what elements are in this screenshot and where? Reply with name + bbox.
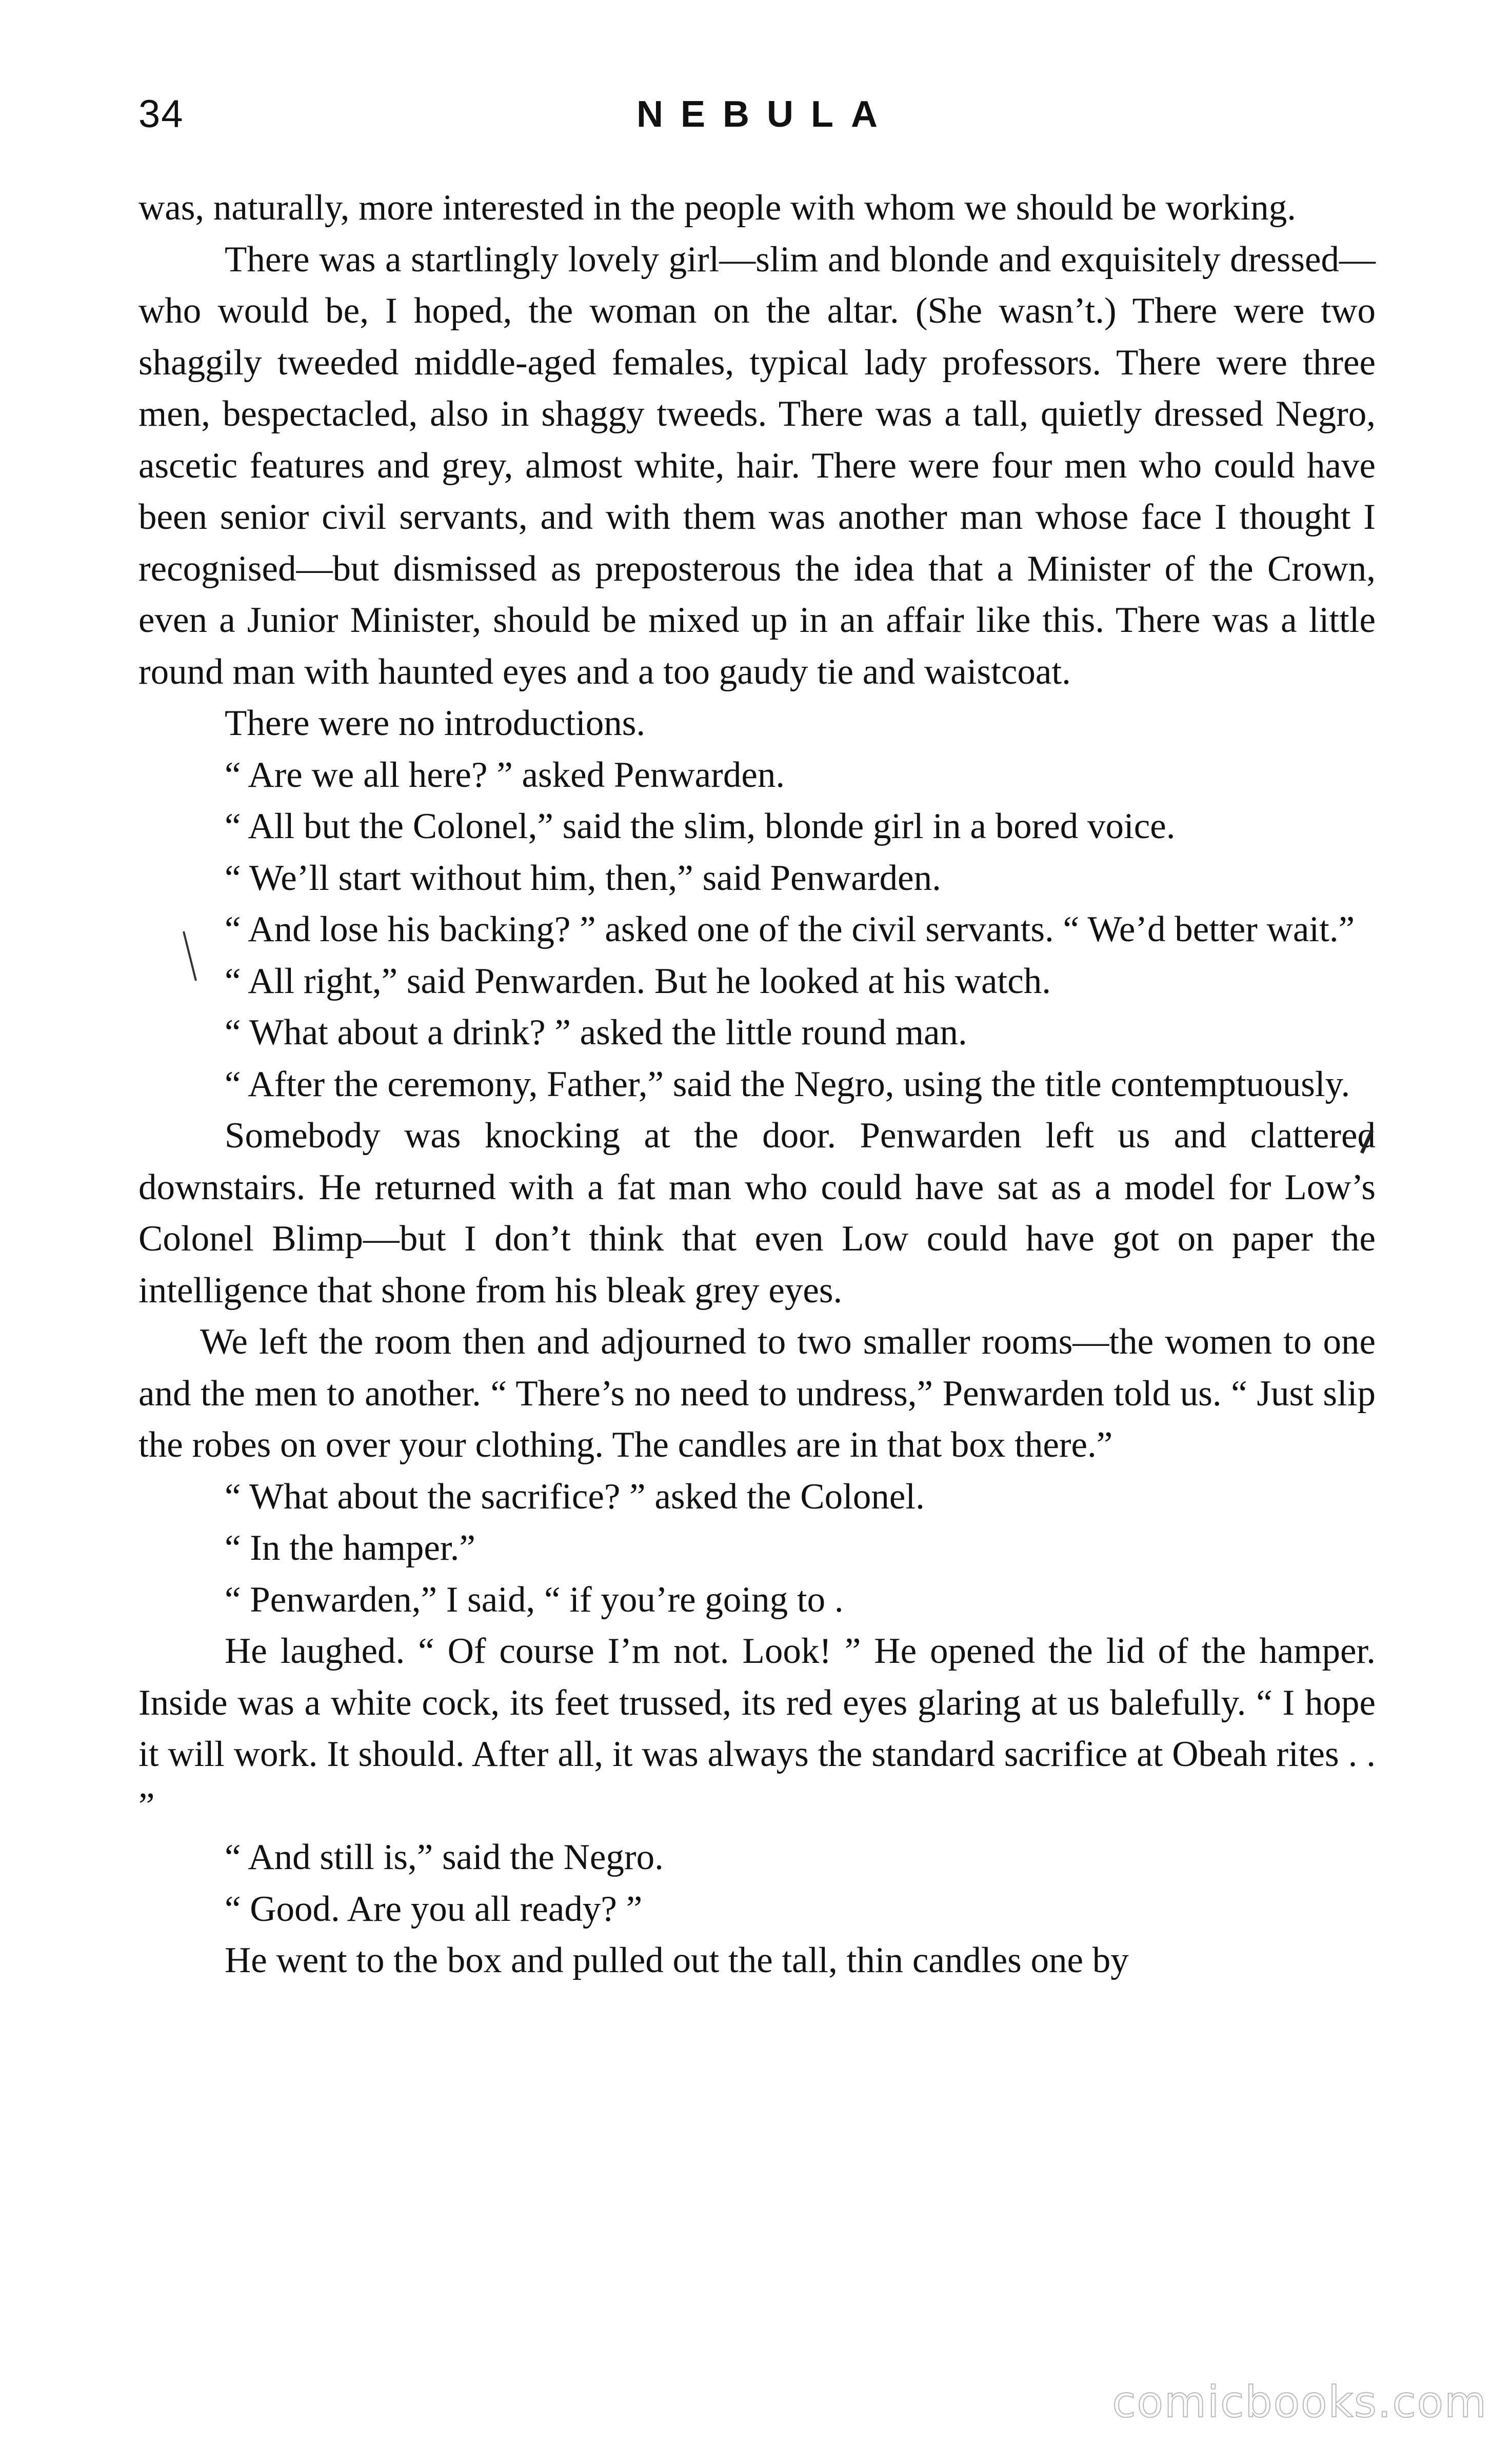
paragraph: “ What about the sacrifice? ” asked the Colonel.: [225, 1476, 925, 1517]
paragraph: “ And still is,” said the Negro.: [225, 1837, 664, 1877]
paragraph: Somebody was knocking at the door. Penwarden left us and clattered downstairs. He returned with a fat man who could have sat as a model for Low’s Colonel Blimp—but I don’t think that even Low could have got on paper the intelligence that shone from his bleak grey eyes.: [138, 1116, 1376, 1310]
paragraph: There were no introductions.: [225, 703, 646, 743]
paragraph: “ After the ceremony, Father,” said the Negro, using the title contemptuously.: [225, 1064, 1350, 1104]
paragraph: We left the room then and adjourned to two smaller rooms—the women to one and the men to another. “ There’s no need to undress,” Penwarden told us. “ Just slip the robes on over your clothing. The candles are in that box there.”: [138, 1322, 1376, 1465]
page-number: 34: [138, 92, 184, 136]
paragraph: “ Good. Are you all ready? ”: [225, 1889, 643, 1929]
paragraph: He laughed. “ Of course I’m not. Look! ” He opened the lid of the hamper. Inside was a white cock, its feet trussed, its red eyes glaring at us balefully. “ I hope it will work. It should. After all, it was always the standard sacrifice at Obeah rites . . ”: [138, 1631, 1376, 1826]
running-title: NEBULA: [636, 94, 895, 135]
watermark: comicbooks.com: [1112, 2377, 1487, 2427]
paragraph: “ Penwarden,” I said, “ if you’re going to .: [225, 1579, 844, 1620]
paragraph: “ In the hamper.”: [225, 1528, 475, 1568]
margin-pen-mark: [1357, 1127, 1377, 1158]
paragraph: There was a startlingly lovely girl—slim and blonde and exquisitely dressed—who would be, I hoped, the woman on the altar. (She wasn’t.) There were two shaggily tweeded middle-aged females, typical lady professors. There were three men, bespectacled, also in shaggy tweeds. There was a tall, quietly dressed Negro, ascetic features and grey, almost white, hair. There were four men who could have been senior civil servants, and with them was another man whose face I thought I recognised—but dismissed as preposterous the idea that a Minister of the Crown, even a Junior Minister, should be mixed up in an affair like this. There was a little round man with haunted eyes and a too gaudy tie and waistcoat.: [138, 239, 1376, 692]
paragraph: “ All right,” said Penwarden. But he looked at his watch.: [225, 961, 1051, 1001]
running-head: [138, 86, 1376, 143]
margin-pen-mark: [181, 929, 201, 986]
paragraph: “ And lose his backing? ” asked one of the civil servants. “ We’d better wait.”: [225, 909, 1355, 949]
paragraph: “ All but the Colonel,” said the slim, blonde girl in a bored voice.: [225, 806, 1176, 846]
paragraph: “ We’ll start without him, then,” said Penwarden.: [225, 858, 941, 898]
paragraph: He went to the box and pulled out the tall, thin candles one by: [225, 1940, 1129, 1980]
paragraph: “ What about a drink? ” asked the little round man.: [225, 1012, 967, 1052]
paragraph: was, naturally, more interested in the people with whom we should be working.: [138, 188, 1297, 228]
body-text: [138, 182, 1376, 1987]
paragraph: “ Are we all here? ” asked Penwarden.: [225, 754, 785, 795]
